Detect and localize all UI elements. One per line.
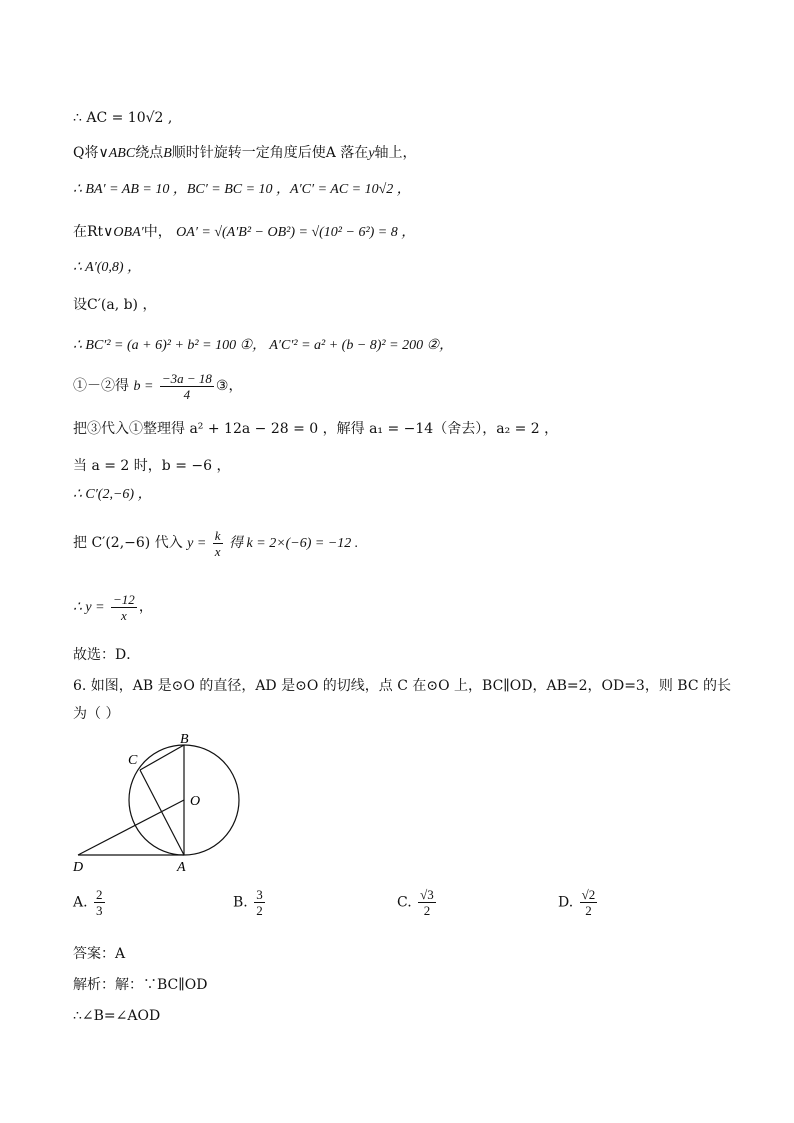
- option-d[interactable]: D. $\frac{√2}{2}$: [558, 887, 596, 918]
- label-b: B: [180, 732, 189, 747]
- option-b[interactable]: B. $\frac{3}{2}$: [233, 887, 263, 918]
- step-6: 设C′(a, b) ，: [73, 297, 157, 313]
- analysis-line-2: ∴∠B=∠AOD: [73, 1008, 161, 1024]
- step-14: 故选：D．: [73, 647, 141, 663]
- question-text: 6. 如图，AB 是⊙O 的直径，AD 是⊙O 的切线，点 C 在⊙O 上，BC∥OD，AB=2，OD=3，则 BC 的长为（ ）: [73, 678, 731, 722]
- step-12: 把 C′(2,−6) 代入 y = $\frac{k}{x}$ 得 k = 2×(−6) = −12 .: [73, 527, 359, 559]
- fraction-12-x: $\frac{-12}{x}$: [113, 591, 135, 623]
- fraction-b: $\frac{-3a - 18}{4}$: [161, 370, 212, 402]
- segment-ca: [140, 770, 184, 855]
- option-c[interactable]: C. $\frac{√3}{2}$: [397, 887, 434, 918]
- label-c: C: [128, 753, 138, 768]
- step-13: ∴ y = $\frac{-12}{x}$ ，: [73, 591, 153, 623]
- step-1: ∴ AC = 10√2 ,: [73, 110, 173, 126]
- step-11: ∴ C′(2,−6) ，: [73, 487, 152, 502]
- label-d: D: [73, 860, 84, 875]
- step-5: ∴ A′(0,8) ，: [73, 260, 142, 275]
- analysis-line-1: 解析：解：∵BC∥OD: [73, 977, 208, 993]
- fraction-k-x: $\frac{k}{x}$: [214, 527, 221, 559]
- step-2: Q将∨ABC绕点B顺时针旋转一定角度后使A 落在y轴上，: [73, 145, 417, 161]
- step-9: 把③代入①整理得 a² + 12a − 28 = 0 ，解得 a₁ = −14（舍去），a₂ = 2 ，: [73, 421, 559, 437]
- step-8: ①－②得 b = $\frac{-3a - 18}{4}$ ③，: [73, 370, 243, 402]
- answer: 答案：A: [73, 946, 126, 962]
- step-7: ∴ BC′² = (a + 6)² + b² = 100 ①， A′C′² = a² + (b − 8)² = 200 ②，: [73, 338, 454, 353]
- step-4: 在Rt∨OBA′中， OA′ = √(A′B² − OB²) = √(10² − 6²) = 8 ，: [73, 224, 416, 240]
- geometry-figure: [70, 730, 250, 880]
- label-o: O: [190, 794, 201, 809]
- step-10: 当 a = 2 时，b = −6 ，: [73, 458, 231, 474]
- segment-bc: [140, 745, 184, 770]
- label-a: A: [177, 860, 186, 875]
- option-a[interactable]: A. $\frac{2}{3}$: [73, 887, 103, 918]
- segment-od: [78, 800, 184, 855]
- step-3: ∴ BA′ = AB = 10 ，BC′ = BC = 10 ，A′C′ = AC = 10√2 ，: [73, 182, 411, 197]
